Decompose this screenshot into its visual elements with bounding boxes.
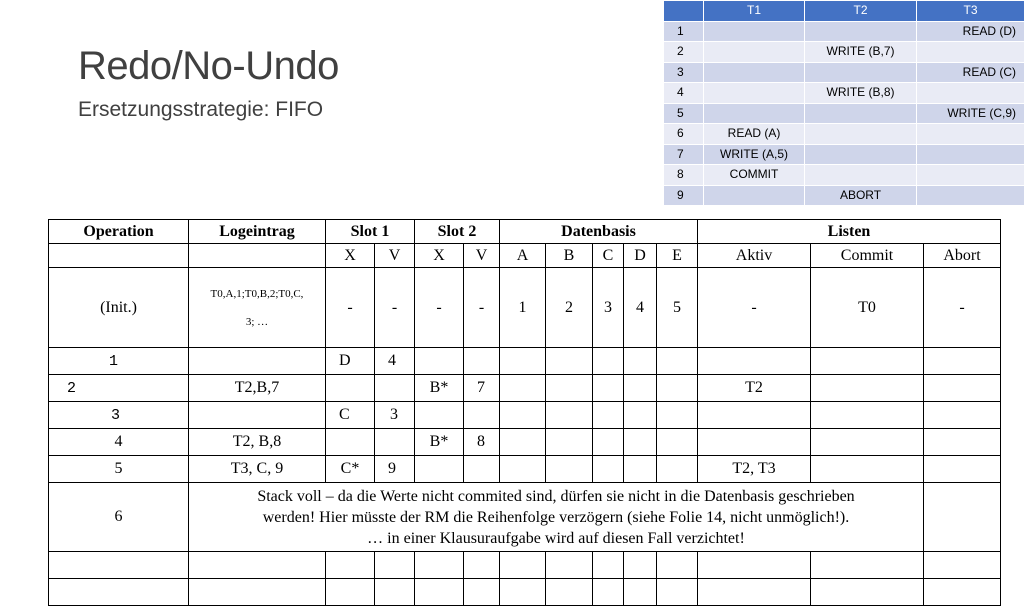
row-db-b [546, 456, 593, 483]
row-slot2-v [464, 348, 500, 375]
row-db-d [624, 579, 657, 606]
row-slot2-v: 7 [464, 375, 500, 402]
sub-header-d: D [624, 244, 657, 268]
row-slot1-v [375, 579, 415, 606]
row-slot1-v: 9 [375, 456, 415, 483]
schedule-t3-cell [917, 144, 1024, 165]
sub-header-row [49, 244, 1001, 268]
schedule-t2-cell [805, 124, 917, 145]
sub-header-slot1-v: V [375, 244, 415, 268]
row-abort [924, 348, 1001, 375]
row-db-a [500, 456, 546, 483]
schedule-t2-cell [805, 21, 917, 42]
row-db-d [624, 375, 657, 402]
init-log-line2: 3; … [246, 316, 268, 328]
row-operation [49, 552, 189, 579]
stack-full-note [189, 483, 924, 552]
row-slot1-x: C [326, 402, 375, 429]
row-slot2-x [415, 456, 464, 483]
row-aktiv [698, 579, 811, 606]
row-db-e [657, 348, 698, 375]
row-commit [811, 348, 924, 375]
row-slot2-x [415, 579, 464, 606]
row-slot2-x [415, 552, 464, 579]
init-slot2-v: - [464, 268, 500, 348]
row-abort [924, 552, 1001, 579]
schedule-t2-cell: WRITE (B,7) [805, 42, 917, 63]
init-operation: (Init.) [49, 268, 189, 348]
row-slot1-v: 3 [375, 402, 415, 429]
row-db-d [624, 456, 657, 483]
row-operation: 2 [49, 375, 189, 402]
row-log: T2,B,7 [189, 375, 326, 402]
row-log [189, 579, 326, 606]
table-row [49, 402, 1001, 429]
init-db-a: 1 [500, 268, 546, 348]
init-db-e: 5 [657, 268, 698, 348]
row-db-a [500, 402, 546, 429]
row-slot2-x [415, 402, 464, 429]
note-row [49, 483, 1001, 552]
schedule-row [664, 185, 1024, 206]
note-line-1: Stack voll – da die Werte nicht commited sind, dürfen sie nicht in die Datenbasis geschrieben [257, 488, 854, 505]
schedule-table [663, 0, 1024, 206]
row-commit [811, 375, 924, 402]
schedule-t2-cell [805, 62, 917, 83]
table-row [49, 456, 1001, 483]
row-db-e [657, 375, 698, 402]
schedule-t1-cell [704, 83, 805, 104]
schedule-step: 1 [664, 21, 704, 42]
row-log [189, 348, 326, 375]
row-commit [811, 429, 924, 456]
table-row [49, 348, 1001, 375]
row-slot1-x: D [326, 348, 375, 375]
row-log: T3, C, 9 [189, 456, 326, 483]
schedule-t2-cell [805, 165, 917, 186]
row-aktiv: T2, T3 [698, 456, 811, 483]
row-db-b [546, 375, 593, 402]
sub-header-slot2-v: V [464, 244, 500, 268]
header-operation: Operation [49, 220, 189, 244]
init-aktiv: - [698, 268, 811, 348]
row-abort [924, 402, 1001, 429]
row-commit [811, 552, 924, 579]
init-db-b: 2 [546, 268, 593, 348]
row-slot1-x [326, 429, 375, 456]
init-slot1-x: - [326, 268, 375, 348]
row-slot2-x [415, 348, 464, 375]
schedule-header-t3: T3 [917, 1, 1024, 22]
schedule-t3-cell [917, 185, 1024, 206]
row-slot2-v [464, 402, 500, 429]
header-logeintrag: Logeintrag [189, 220, 326, 244]
row-db-c [593, 579, 624, 606]
row-aktiv [698, 402, 811, 429]
row-operation: 1 [49, 348, 189, 375]
init-abort: - [924, 268, 1001, 348]
row-db-b [546, 579, 593, 606]
row-db-a [500, 348, 546, 375]
row-aktiv [698, 429, 811, 456]
row-db-c [593, 552, 624, 579]
row-db-d [624, 429, 657, 456]
init-db-c: 3 [593, 268, 624, 348]
row-slot1-v [375, 429, 415, 456]
row-abort [924, 483, 1001, 552]
row-slot2-x: B* [415, 429, 464, 456]
row-operation [49, 579, 189, 606]
row-operation: 3 [49, 402, 189, 429]
row-db-d [624, 402, 657, 429]
schedule-t2-cell: WRITE (B,8) [805, 83, 917, 104]
table-row [49, 579, 1001, 606]
schedule-header-t2: T2 [805, 1, 917, 22]
row-db-b [546, 348, 593, 375]
row-slot1-v: 4 [375, 348, 415, 375]
schedule-t3-cell: WRITE (C,9) [917, 103, 1024, 124]
schedule-t1-cell [704, 21, 805, 42]
row-operation: 4 [49, 429, 189, 456]
init-commit: T0 [811, 268, 924, 348]
row-abort [924, 456, 1001, 483]
schedule-t1-cell: WRITE (A,5) [704, 144, 805, 165]
schedule-t1-cell [704, 42, 805, 63]
schedule-step: 2 [664, 42, 704, 63]
row-db-c [593, 456, 624, 483]
schedule-t1-cell: READ (A) [704, 124, 805, 145]
schedule-t1-cell [704, 103, 805, 124]
sub-header-slot1-x: X [326, 244, 375, 268]
schedule-step: 6 [664, 124, 704, 145]
row-db-a [500, 375, 546, 402]
row-commit [811, 402, 924, 429]
row-db-e [657, 429, 698, 456]
schedule-step: 5 [664, 103, 704, 124]
table-row [49, 429, 1001, 456]
sub-header-slot2-x: X [415, 244, 464, 268]
sub-header-e: E [657, 244, 698, 268]
schedule-row [664, 42, 1024, 63]
row-slot2-v [464, 552, 500, 579]
row-log [189, 552, 326, 579]
row-db-c [593, 429, 624, 456]
schedule-row [664, 103, 1024, 124]
init-slot1-v: - [375, 268, 415, 348]
schedule-header-blank [664, 1, 704, 22]
row-slot2-v: 8 [464, 429, 500, 456]
row-db-c [593, 375, 624, 402]
schedule-t3-cell: READ (C) [917, 62, 1024, 83]
group-header-row [49, 220, 1001, 244]
schedule-row [664, 62, 1024, 83]
row-db-a [500, 429, 546, 456]
row-commit [811, 456, 924, 483]
schedule-t2-cell [805, 144, 917, 165]
row-slot1-v [375, 375, 415, 402]
row-db-a [500, 552, 546, 579]
schedule-t3-cell [917, 165, 1024, 186]
schedule-row [664, 144, 1024, 165]
row-slot1-x [326, 552, 375, 579]
sub-header-abort: Abort [924, 244, 1001, 268]
schedule-t2-cell [805, 103, 917, 124]
schedule-t2-cell: ABORT [805, 185, 917, 206]
row-db-c [593, 402, 624, 429]
schedule-step: 9 [664, 185, 704, 206]
row-abort [924, 375, 1001, 402]
header-slot1: Slot 1 [326, 220, 415, 244]
row-slot1-x [326, 579, 375, 606]
note-line-3: … in einer Klausuraufgabe wird auf diesen Fall verzichtet! [367, 530, 745, 547]
header-slot2: Slot 2 [415, 220, 500, 244]
schedule-t3-cell [917, 124, 1024, 145]
sub-header-c: C [593, 244, 624, 268]
init-db-d: 4 [624, 268, 657, 348]
init-log-line1: T0,A,1;T0,B,2;T0,C, [211, 288, 304, 300]
row-db-e [657, 456, 698, 483]
schedule-header-row [664, 1, 1024, 22]
row-abort [924, 579, 1001, 606]
schedule-t1-cell [704, 185, 805, 206]
schedule-row [664, 124, 1024, 145]
row-aktiv: T2 [698, 375, 811, 402]
row-db-b [546, 552, 593, 579]
schedule-t3-cell: READ (D) [917, 21, 1024, 42]
init-row [49, 268, 1001, 348]
redo-table [48, 219, 1001, 606]
row-slot1-x: C* [326, 456, 375, 483]
row-db-b [546, 429, 593, 456]
row-slot1-x [326, 375, 375, 402]
sub-header-blank [49, 244, 189, 268]
sub-header-b: B [546, 244, 593, 268]
header-listen: Listen [698, 220, 1001, 244]
row-operation: 5 [49, 456, 189, 483]
row-db-e [657, 552, 698, 579]
slide-title: Redo/No-Undo [78, 46, 339, 86]
schedule-step: 7 [664, 144, 704, 165]
schedule-row [664, 165, 1024, 186]
schedule-row [664, 21, 1024, 42]
slide-subtitle: Ersetzungsstrategie: FIFO [78, 99, 323, 120]
sub-header-aktiv: Aktiv [698, 244, 811, 268]
schedule-t1-cell [704, 62, 805, 83]
row-aktiv [698, 552, 811, 579]
table-row [49, 375, 1001, 402]
schedule-step: 3 [664, 62, 704, 83]
row-operation: 6 [49, 483, 189, 552]
schedule-step: 8 [664, 165, 704, 186]
row-log [189, 402, 326, 429]
schedule-row [664, 83, 1024, 104]
row-db-b [546, 402, 593, 429]
row-db-c [593, 348, 624, 375]
row-db-d [624, 348, 657, 375]
init-log-cell [189, 268, 326, 348]
row-log: T2, B,8 [189, 429, 326, 456]
row-slot2-v [464, 456, 500, 483]
header-datenbasis: Datenbasis [500, 220, 698, 244]
row-aktiv [698, 348, 811, 375]
row-abort [924, 429, 1001, 456]
sub-header-a: A [500, 244, 546, 268]
row-db-e [657, 402, 698, 429]
schedule-header-t1: T1 [704, 1, 805, 22]
note-line-2: werden! Hier müsste der RM die Reihenfolge verzögern (siehe Folie 14, nicht unmöglich!). [263, 509, 850, 526]
row-slot2-v [464, 579, 500, 606]
row-db-e [657, 579, 698, 606]
sub-header-commit: Commit [811, 244, 924, 268]
row-slot1-v [375, 552, 415, 579]
schedule-step: 4 [664, 83, 704, 104]
schedule-t1-cell: COMMIT [704, 165, 805, 186]
schedule-t3-cell [917, 83, 1024, 104]
sub-header-blank [189, 244, 326, 268]
schedule-t3-cell [917, 42, 1024, 63]
row-db-a [500, 579, 546, 606]
row-db-d [624, 552, 657, 579]
row-commit [811, 579, 924, 606]
row-slot2-x: B* [415, 375, 464, 402]
table-row [49, 552, 1001, 579]
init-slot2-x: - [415, 268, 464, 348]
